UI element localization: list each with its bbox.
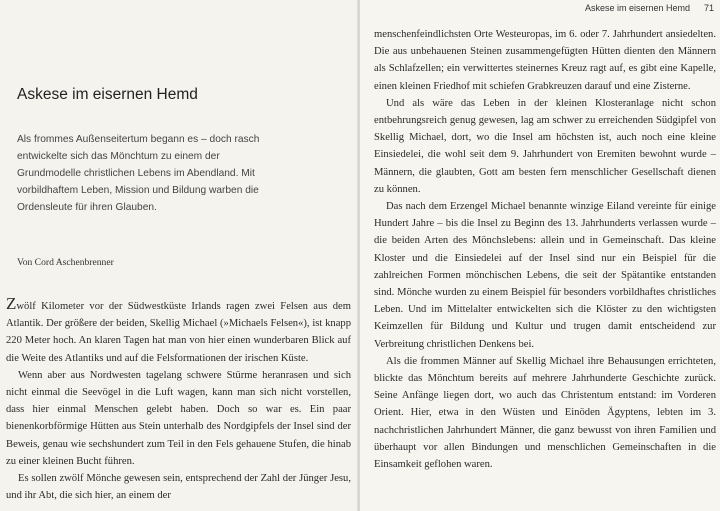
- paragraph-4: Und als wäre das Leben in der kleinen Klosteranlage nicht schon entbehrungsreich genug gewesen, lag am schwer zu erreichenden Südgipfel von Skellig Michael, dort, wo die Insel am höchsten ist, auch noch eine kleine Einsiedelei, die wohl seit dem 9. Jahrhundert von Eremiten bewohnt wurde – Männern, die glaubten, Gott am besten fern menschlicher Gesellschaft dienen zu können.: [374, 97, 716, 195]
- article-author: Von Cord Aschenbrenner: [17, 257, 114, 268]
- dropcap-letter: Z: [6, 294, 17, 313]
- left-page: [0, 0, 358, 511]
- page-number: 71: [703, 3, 714, 13]
- left-body-text: [6, 294, 351, 504]
- running-header: [585, 3, 714, 13]
- paragraph-5: Das nach dem Erzengel Michael benannte winzige Eiland vereinte für einige Hundert Jahre – bis die Insel zu Beginn des 13. Jahrhunderts verlassen wurde – die beiden Arten des Mönchslebens: allein und in Gemeinschaft. Das kleine Kloster und die Einsiedelei auf der Insel sind nur ein Beispiel für die zahlreichen Formen mönchischen Lebens, die seit der Spätantike entstanden sind. Mönche wurden zu einem Beispiel für besonders vorbildhaftes christliches Leben. Und im Mittelalter entwickelten sich die Klöster zu den wichtigsten Keimzellen für Bildung und Kultur und trugen damit entscheidend zur Verbreitung christlichen Denkens bei.: [374, 201, 716, 350]
- paragraph-1-text: wölf Kilometer vor der Südwestküste Irlands ragen zwei Felsen aus dem Atlantik. Der größere der beiden, Skellig Michael (»Michaels Felsen«), ist knapp 220 Meter hoch. An klaren Tagen hat man von hier einen wunderbaren Blick auf die Weite des Atlantiks und auf die Felsformationen der irischen Küste.: [6, 301, 351, 364]
- right-page: [360, 0, 720, 511]
- article-title: Askese im eisernen Hemd: [17, 86, 198, 103]
- right-body-text: [374, 26, 716, 473]
- paragraph-3: Es sollen zwölf Mönche gewesen sein, entsprechend der Zahl der Jünger Jesu, und ihr Abt, die sich hier, an einem der: [6, 473, 351, 502]
- running-title: Askese im eisernen Hemd: [584, 3, 690, 13]
- paragraph-6: Als die frommen Männer auf Skellig Michael ihre Behausungen errichteten, blickte das Mönchtum bereits auf mehrere Jahrhunderte Geschichte zurück. Seine Anfänge liegen dort, wo auch das Christentum entstand: im Vorderen Orient. Hier, etwa in den Wüsten und Einöden Ägyptens, lebten im 3. nachchristlichen Jahrhundert Männer, die ganz bewusst von ihren Familien und überhaupt vor allen Bindungen und menschlichen Gemeinschaften in die Einsamkeit geflohen waren.: [374, 355, 716, 471]
- article-intro: Als frommes Außenseitertum begann es – doch rasch entwickelte sich das Mönchtum zu einem der Grundmodelle christlichen Lebens im Abendland. Mit vorbildhaftem Leben, Mission und Bildung warben die Ordensleute für ihren Glauben.: [17, 134, 260, 213]
- paragraph-continued: menschenfeindlichsten Orte Westeuropas, im 6. oder 7. Jahrhundert ansiedelten. Die aus unbehauenen Steinen zusammengefügten Hütten dienten den Männern als Schlafzellen; ein verwittertes steinernes Kreuz ragt auf, es gibt eine Kapelle, einen kleinen Friedhof mit schiefen Grabkreuzen darauf und eine Zisterne.: [374, 29, 716, 92]
- paragraph-2: Wenn aber aus Nordwesten tagelang schwere Stürme heranrasen und sich nicht einmal die Seevögel in die Luft wagen, kann man sich nicht vorstellen, dass hier einmal Menschen gelebt haben. Doch so war es. Ein paar bienenkorbförmige Hütten aus Stein unterhalb des Nordgipfels der Insel sind der Beweis, genau wie sechshundert zum Teil in den Fels gehauene Stufen, die hinab zu einer kleinen Bucht führen.: [6, 369, 351, 467]
- paragraph-1: [6, 294, 351, 367]
